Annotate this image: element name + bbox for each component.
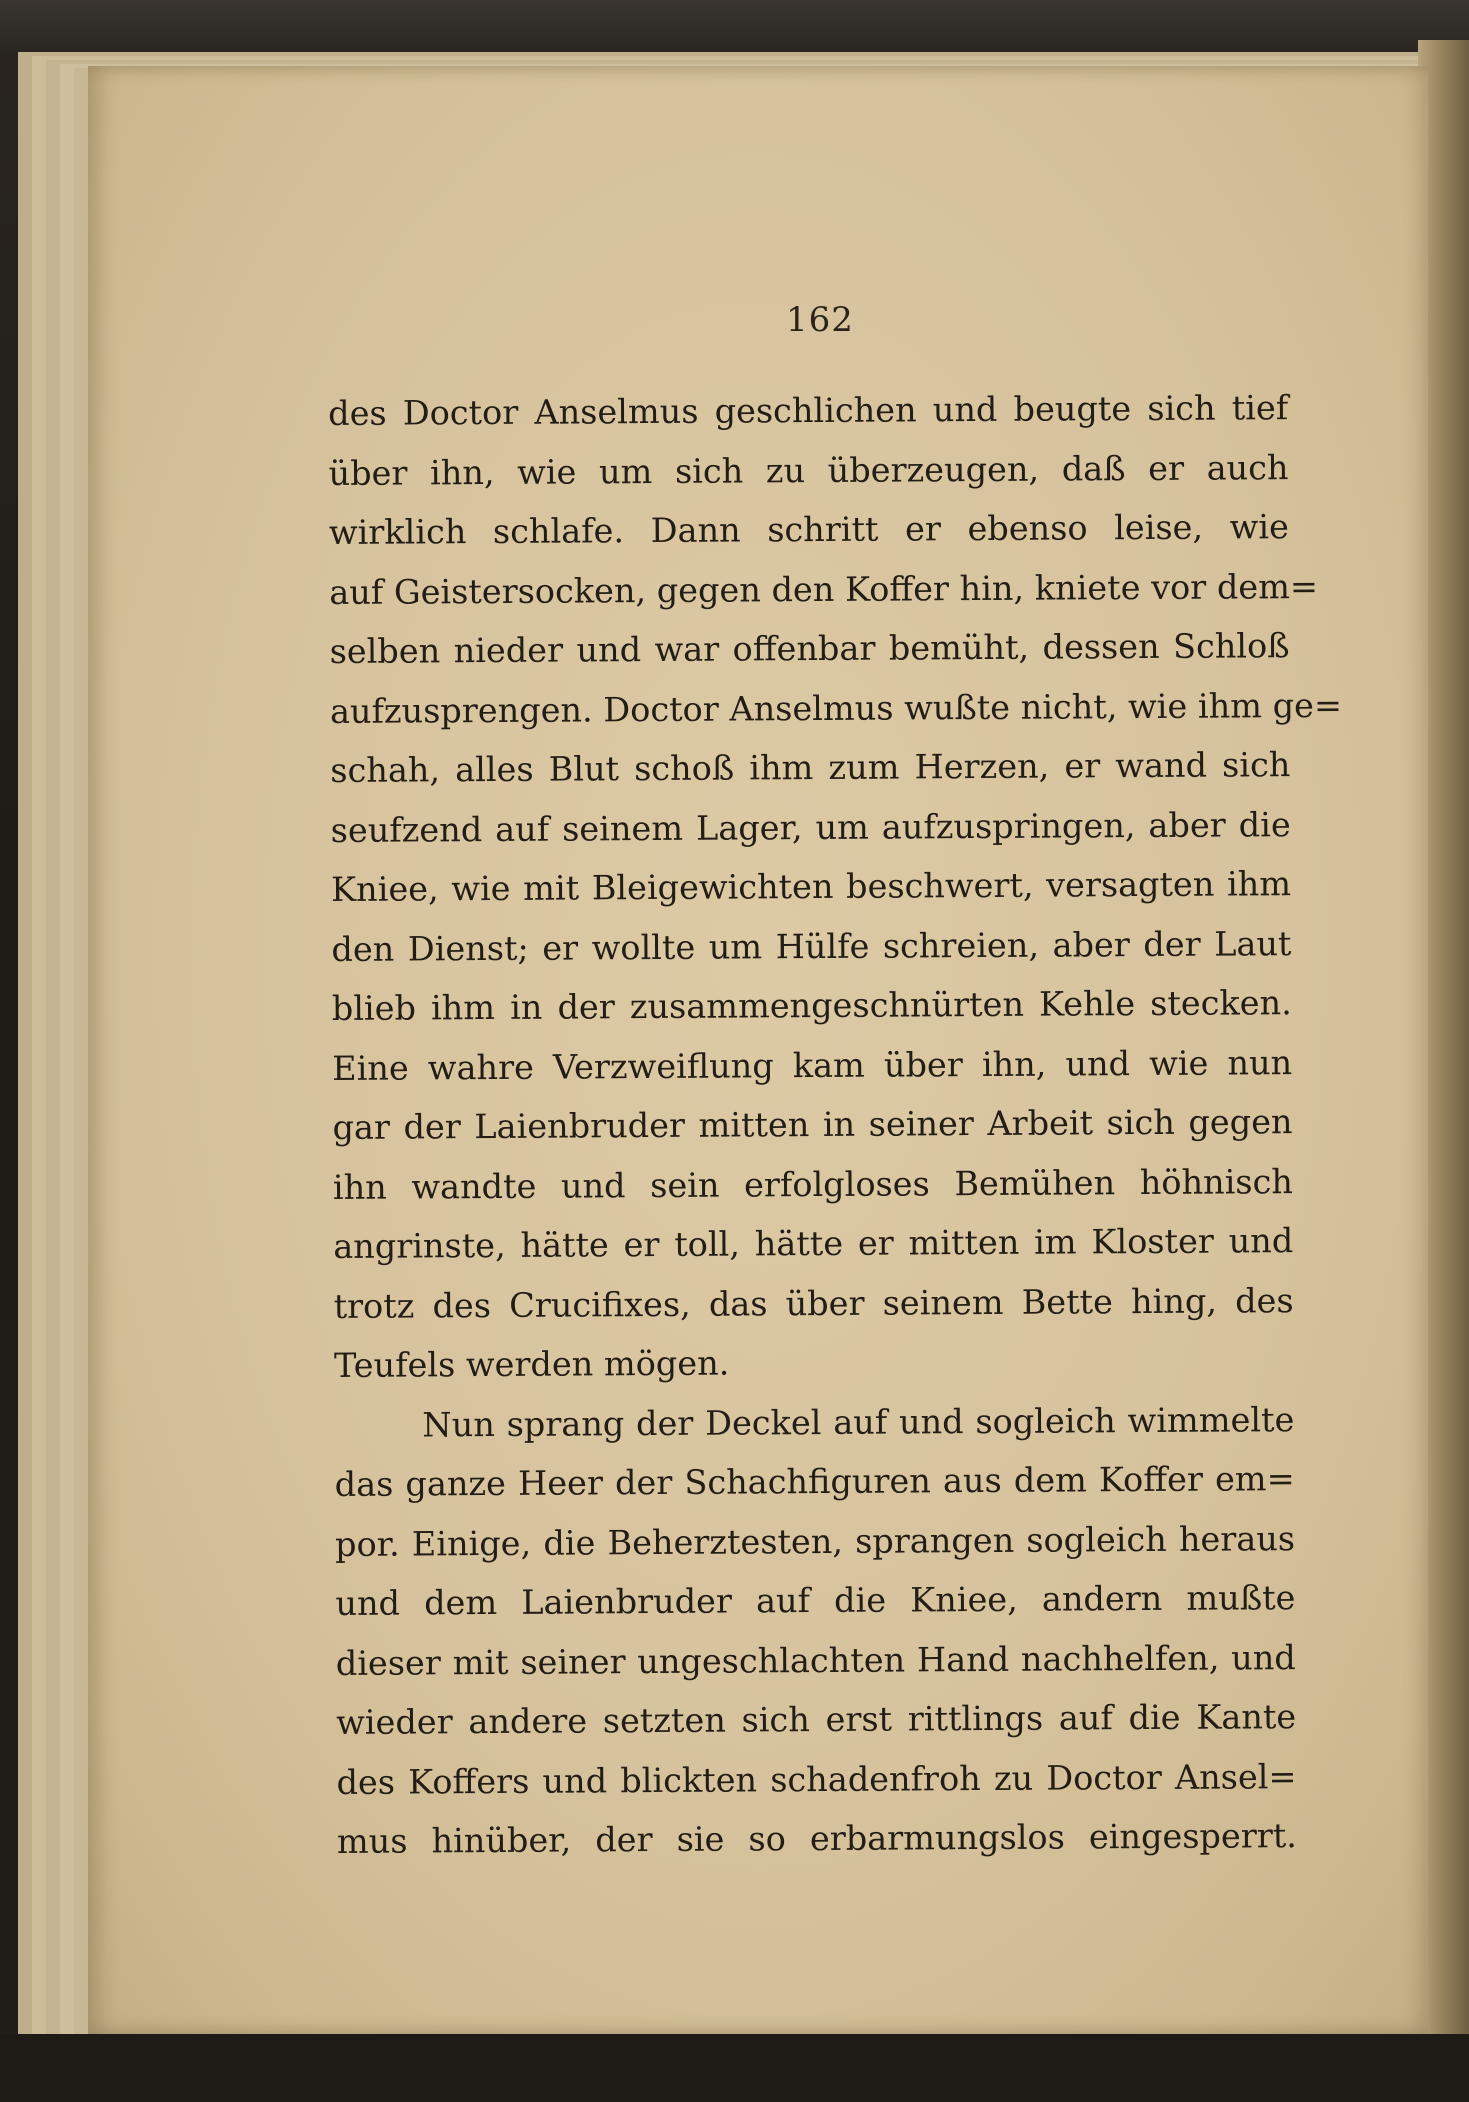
text-line: den Dienst; er wollte um Hülfe schreien, aber der Laut (331, 923, 1292, 969)
text-line: gar der Laienbruder mitten in seiner Arbeit sich gegen (332, 1102, 1293, 1147)
paragraph-1 (328, 378, 1343, 1395)
text-line: dieser mit seiner ungeschlachten Hand nachhelfen, und (335, 1637, 1296, 1683)
text-line: Eine wahre Verzweiflung kam über ihn, und wie nun (332, 1042, 1293, 1088)
text-line: ihn wandte und sein erfolgloses Bemühen höhnisch (332, 1161, 1294, 1207)
text-line: angrinste, hätte er toll, hätte er mitten im Kloster und (333, 1221, 1294, 1266)
book-top-edge (0, 0, 1469, 52)
text-line: des Doctor Anselmus geschlichen und beugte sich tief (328, 388, 1289, 433)
text-line: seufzend auf seinem Lager, um aufzuspringen, aber die (330, 804, 1291, 850)
book-bottom-edge (0, 2034, 1469, 2102)
text-line: über ihn, wie um sich zu überzeugen, daß er auch (328, 447, 1289, 493)
text-line: selben nieder und war offenbar bemüht, dessen Schloß (329, 626, 1290, 671)
page-text-block (328, 378, 1343, 1871)
text-line: das ganze Heer der Schachfiguren aus dem Koffer em= (334, 1459, 1295, 1504)
text-line: Teufels werden mögen. (333, 1343, 730, 1385)
text-line: wirklich schlafe. Dann schritt er ebenso leise, wie (328, 507, 1290, 552)
page-number: 162 (786, 300, 854, 340)
text-line: und dem Laienbruder auf die Kniee, andern mußte (335, 1578, 1296, 1623)
text-line: trotz des Crucifixes, das über seinem Bette hing, des (333, 1280, 1294, 1326)
text-line: wieder andere setzten sich erst rittlings auf die Kante (336, 1697, 1297, 1742)
text-line: des Koffers und blickten schadenfroh zu Doctor Ansel= (336, 1756, 1297, 1802)
text-line: schah, alles Blut schoß ihm zum Herzen, er wand sich (330, 745, 1291, 790)
text-line: por. Einige, die Beherztesten, sprangen sogleich heraus (334, 1518, 1296, 1564)
paragraph-2 (334, 1390, 1297, 1872)
text-line: Kniee, wie mit Bleigewichten beschwert, versagten ihm (330, 864, 1292, 909)
text-line: mus hinüber, der sie so erbarmungslos eingesperrt. (336, 1816, 1298, 1861)
text-line: auf Geistersocken, gegen den Koffer hin, kniete vor dem= (329, 566, 1319, 612)
text-line: Nun sprang der Deckel auf und sogleich wimmelte (422, 1399, 1295, 1444)
text-line: aufzusprengen. Doctor Anselmus wußte nicht, wie ihm ge= (329, 685, 1343, 731)
text-line: blieb ihm in der zusammengeschnürten Kehle stecken. (331, 983, 1292, 1028)
